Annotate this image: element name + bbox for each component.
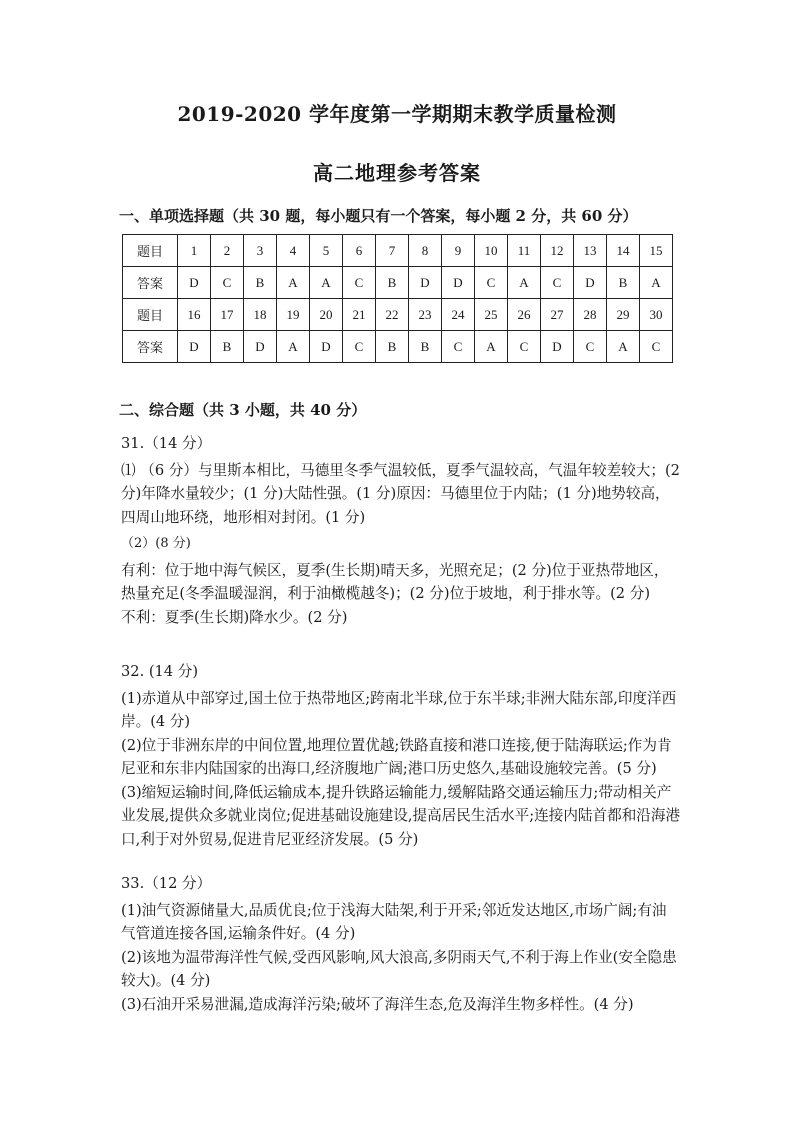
table-cell: 29	[607, 299, 640, 331]
question-33-part2: (2)该地为温带海洋性气候,受西风影响,风大浪高,多阴雨天气,不利于海上作业(安全隐患较大)。(4 分)	[121, 948, 677, 989]
table-row	[123, 331, 673, 363]
table-cell: B	[244, 267, 277, 299]
table-cell: C	[211, 267, 244, 299]
table-cell: C	[442, 331, 475, 363]
table-cell: A	[475, 331, 508, 363]
question-33-part1: (1)油气资源储量大,品质优良;位于浅海大陆架,利于开采;邻近发达地区,市场广阔;有油气管道连接各国,运输条件好。(4 分)	[121, 901, 667, 942]
table-row	[123, 299, 673, 331]
table-cell: 30	[640, 299, 673, 331]
table-cell: 1	[178, 235, 211, 267]
table-row	[123, 235, 673, 267]
table-cell: 21	[343, 299, 376, 331]
question-32	[121, 660, 681, 851]
table-cell: C	[343, 267, 376, 299]
table-cell: B	[607, 267, 640, 299]
table-cell: 26	[508, 299, 541, 331]
question-32-part1: (1)赤道从中部穿过,国土位于热带地区;跨南北半球,位于东半球;非洲大陆东部,印度洋西岸。(4 分)	[121, 689, 677, 730]
question-32-header: 32. (14 分)	[121, 663, 199, 680]
table-cell: 17	[211, 299, 244, 331]
table-cell: 6	[343, 235, 376, 267]
table-cell: 7	[376, 235, 409, 267]
section2-heading: 二、综合题（共 3 小题，共 40 分）	[119, 401, 367, 419]
table-row-label: 答案	[123, 331, 178, 363]
table-cell: 5	[310, 235, 343, 267]
section1-heading: 一、单项选择题（共 30 题，每小题只有一个答案，每小题 2 分，共 60 分）	[119, 207, 638, 225]
page-title: 2019-2020 学年度第一学期期末教学质量检测	[177, 102, 617, 126]
table-cell: 2	[211, 235, 244, 267]
table-cell: A	[310, 267, 343, 299]
table-cell: 20	[310, 299, 343, 331]
table-cell: 27	[541, 299, 574, 331]
table-cell: 22	[376, 299, 409, 331]
table-cell: 16	[178, 299, 211, 331]
table-cell: 24	[442, 299, 475, 331]
table-cell: A	[277, 331, 310, 363]
table-cell: 14	[607, 235, 640, 267]
table-cell: A	[640, 267, 673, 299]
question-33-header: 33.（12 分）	[121, 875, 212, 892]
table-cell: D	[178, 267, 211, 299]
table-cell: C	[541, 267, 574, 299]
table-cell: A	[607, 331, 640, 363]
table-cell: 8	[409, 235, 442, 267]
table-cell: C	[343, 331, 376, 363]
table-cell: D	[574, 267, 607, 299]
table-cell: 25	[475, 299, 508, 331]
table-cell: 15	[640, 235, 673, 267]
table-cell: C	[574, 331, 607, 363]
table-cell: D	[178, 331, 211, 363]
question-32-part3: (3)缩短运输时间,降低运输成本,提升铁路运输能力,缓解陆路交通运输压力;带动相关产业发展,提供众多就业岗位;促进基础设施建设,提高居民生活水平;连接内陆首都和沿海港口,利于对外贸易,促进肯尼亚经济发展。(5 分)	[121, 783, 681, 848]
table-cell: 13	[574, 235, 607, 267]
table-cell: B	[211, 331, 244, 363]
table-cell: 9	[442, 235, 475, 267]
table-cell: 3	[244, 235, 277, 267]
table-cell: D	[409, 267, 442, 299]
answer-table	[122, 234, 673, 363]
question-31-part2-header: （2）(8 分)	[121, 536, 191, 551]
table-cell: B	[409, 331, 442, 363]
table-cell: B	[376, 331, 409, 363]
table-row-label: 题目	[123, 235, 178, 267]
question-31-part2-favorable: 有利：位于地中海气候区，夏季(生长期)晴天多，光照充足；(2 分)位于亚热带地区，热量充足(冬季温暖湿润，利于油橄榄越冬)；(2 分)位于坡地，利于排水等。(2 分)	[121, 561, 669, 602]
question-33	[121, 872, 681, 1016]
table-row-label: 答案	[123, 267, 178, 299]
question-33-part3: (3)石油开采易泄漏,造成海洋污染;破坏了海洋生态,危及海洋生物多样性。(4 分)	[121, 995, 634, 1013]
question-31	[121, 432, 681, 629]
table-cell: 28	[574, 299, 607, 331]
table-cell: 19	[277, 299, 310, 331]
table-cell: C	[508, 331, 541, 363]
question-31-part2-unfavorable: 不利：夏季(生长期)降水少。(2 分)	[121, 608, 348, 626]
table-cell: D	[442, 267, 475, 299]
table-cell: D	[310, 331, 343, 363]
table-cell: B	[376, 267, 409, 299]
table-row-label: 题目	[123, 299, 178, 331]
table-cell: D	[541, 331, 574, 363]
table-cell: 12	[541, 235, 574, 267]
table-cell: A	[277, 267, 310, 299]
table-cell: 11	[508, 235, 541, 267]
table-cell: 10	[475, 235, 508, 267]
table-cell: A	[508, 267, 541, 299]
table-cell: C	[475, 267, 508, 299]
table-cell: 18	[244, 299, 277, 331]
question-32-part2: (2)位于非洲东岸的中间位置,地理位置优越;铁路直接和港口连接,便于陆海联运;作为肯尼亚和东非内陆国家的出海口,经济腹地广阔;港口历史悠久,基础设施较完善。(5 分)	[121, 736, 672, 777]
question-31-header: 31.（14 分）	[121, 435, 212, 452]
table-cell: 4	[277, 235, 310, 267]
question-31-part1: ⑴ （6 分）与里斯本相比，马德里冬季气温较低，夏季气温较高，气温年较差较大；(2 分)年降水量较少；(1 分)大陆性强。(1 分)原因：马德里位于内陆；(1 分)地势较高，四周山地环绕，地形相对封闭。(1 分)	[121, 461, 680, 526]
table-row	[123, 267, 673, 299]
table-cell: C	[640, 331, 673, 363]
table-cell: D	[244, 331, 277, 363]
table-cell: 23	[409, 299, 442, 331]
page-subtitle: 高二地理参考答案	[313, 161, 481, 185]
